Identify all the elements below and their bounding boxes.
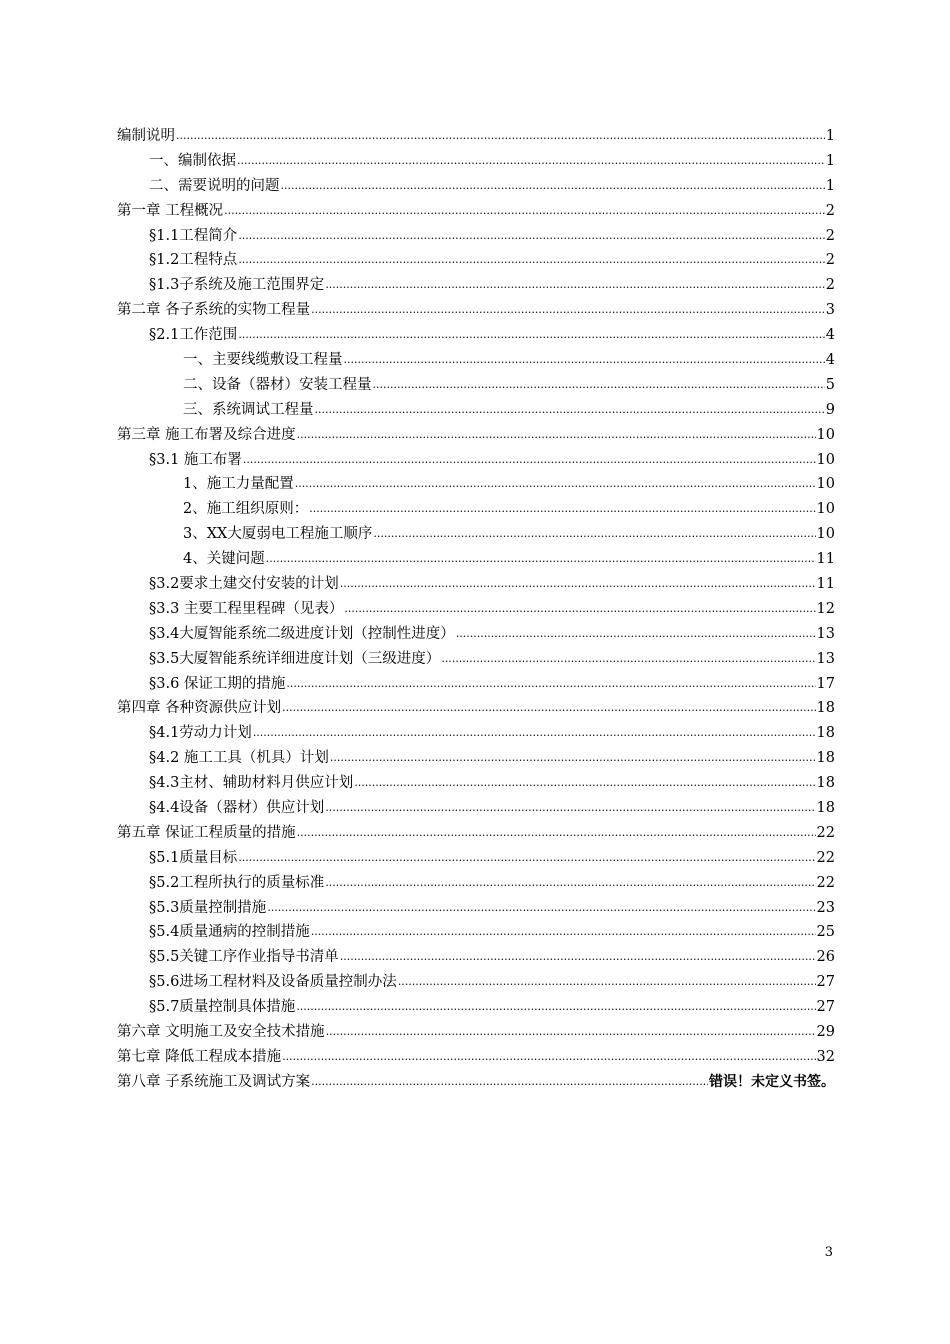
toc-entry[interactable] [117,423,835,448]
toc-entry[interactable] [117,448,835,473]
toc-entry[interactable] [117,970,835,995]
toc-entry[interactable] [117,746,835,771]
toc-entry-page: 22 [816,824,835,841]
toc-entry[interactable] [117,398,835,423]
toc-entry-label: §3.6 保证工期的措施 [149,675,286,692]
toc-entry[interactable] [117,124,835,149]
dot-leader [326,1019,816,1045]
toc-entry-label: 2、施工组织原则： [183,501,309,518]
toc-entry-label: 第六章 文明施工及安全技术措施 [117,1024,325,1041]
toc-entry-page: 1 [825,127,835,144]
toc-entry[interactable] [117,921,835,946]
toc-entry-label: §1.2工程特点 [149,252,238,269]
toc-entry-page: 1 [825,177,835,194]
dot-leader [296,994,815,1020]
dot-leader [373,372,825,398]
toc-entry-label: §5.3质量控制措施 [149,899,267,916]
toc-entry-label: 3、XX大厦弱电工程施工顺序 [183,526,373,543]
toc-entry[interactable] [117,846,835,871]
toc-entry[interactable] [117,199,835,224]
toc-entry-label: §5.7质量控制具体措施 [149,999,296,1016]
toc-entry-page: 12 [816,600,835,617]
dot-leader [311,1069,708,1095]
toc-entry-page: 13 [816,650,835,667]
dot-leader [176,123,825,149]
toc-entry[interactable] [117,945,835,970]
toc-entry-label: §5.1质量目标 [149,849,238,866]
dot-leader [315,397,825,423]
dot-leader [266,546,816,572]
toc-entry[interactable] [117,298,835,323]
toc-entry-page: 10 [816,426,835,443]
toc-entry-page: 18 [816,800,835,817]
toc-entry-page: 25 [816,924,835,941]
toc-entry-page: 17 [816,675,835,692]
toc-entry-label: 第三章 施工布署及综合进度 [117,426,296,443]
toc-entry[interactable] [117,672,835,697]
toc-entry-page: 2 [825,252,835,269]
toc-entry[interactable] [117,696,835,721]
toc-entry-label: §5.4质量通病的控制措施 [149,924,310,941]
toc-entry-label: §5.6进场工程材料及设备质量控制办法 [149,974,397,991]
dot-leader [243,447,816,473]
toc-entry-page: 26 [816,949,835,966]
toc-entry[interactable] [117,1045,835,1070]
dot-leader [456,621,816,647]
toc-entry[interactable] [117,622,835,647]
toc-entry-page: 10 [816,476,835,493]
toc-entry-label: §5.2工程所执行的质量标准 [149,874,325,891]
toc-entry-label: §4.2 施工工具（机具）计划 [149,750,329,767]
toc-entry[interactable] [117,547,835,572]
toc-entry-page: 3 [825,302,835,319]
toc-entry[interactable] [117,647,835,672]
toc-entry-label: 第四章 各种资源供应计划 [117,700,282,717]
toc-entry[interactable] [117,871,835,896]
dot-leader [281,173,825,199]
dot-leader [237,148,825,174]
dot-leader [309,496,815,522]
dot-leader [238,845,815,871]
toc-entry-label: §4.4设备（器材）供应计划 [149,800,325,817]
toc-entry-page: 9 [825,401,835,418]
toc-entry-page: 11 [816,576,835,593]
dot-leader [441,646,815,672]
toc-entry-label: 第五章 保证工程质量的措施 [117,824,296,841]
dot-leader [325,272,824,298]
toc-entry-page: 27 [816,999,835,1016]
toc-entry-label: 二、设备（器材）安装工程量 [183,376,372,393]
toc-entry-page: 18 [816,700,835,717]
toc-entry-page: 13 [816,625,835,642]
toc-entry-page: 2 [825,202,835,219]
dot-leader [224,198,825,224]
dot-leader [398,969,816,995]
toc-entry[interactable] [117,522,835,547]
toc-entry-page: 10 [816,526,835,543]
toc-entry-label: 第七章 降低工程成本措施 [117,1048,282,1065]
toc-entry[interactable] [117,572,835,597]
toc-entry-label: 第八章 子系统施工及调试方案 [117,1073,311,1090]
toc-entry[interactable] [117,821,835,846]
dot-leader [373,521,815,547]
dot-leader [325,795,815,821]
toc-entry-page: 4 [825,327,835,344]
toc-entry-page: 18 [816,750,835,767]
toc-entry-label: 三、系统调试工程量 [183,401,314,418]
toc-entry-label: 第一章 工程概况 [117,202,224,219]
toc-entry[interactable] [117,224,835,249]
toc-entry[interactable] [117,497,835,522]
toc-entry-label: §3.4大厦智能系统二级进度计划（控制性进度） [149,625,455,642]
toc-entry-label: §5.5关键工序作业指导书清单 [149,949,339,966]
toc-entry-page: 2 [825,277,835,294]
toc-entry-page: 18 [816,725,835,742]
toc-entry-label: §4.3主材、辅助材料月供应计划 [149,775,354,792]
dot-leader [311,297,825,323]
toc-entry-label: 一、主要线缆敷设工程量 [183,352,343,368]
toc-entry[interactable] [117,149,835,174]
dot-leader [286,671,815,697]
table-of-contents [117,124,835,1095]
page-number: 3 [824,1245,833,1260]
dot-leader [330,745,816,771]
toc-entry[interactable] [117,472,835,497]
dot-leader [238,223,824,249]
dot-leader [340,944,816,970]
dot-leader [282,1044,815,1070]
toc-entry-label: 二、需要说明的问题 [149,177,280,194]
toc-entry-label: §1.1工程简介 [149,227,238,244]
toc-entry-label: §2.1工作范围 [149,327,238,344]
dot-leader [297,820,816,846]
toc-entry[interactable] [117,174,835,199]
toc-entry[interactable] [117,248,835,273]
toc-entry-label: §4.1劳动力计划 [149,725,252,742]
toc-entry-label: 第二章 各子系统的实物工程量 [117,302,311,319]
toc-entry-label: 1、施工力量配置 [183,476,294,493]
toc-entry-page: 32 [816,1048,835,1065]
dot-leader [282,695,815,721]
toc-entry-page: 22 [816,849,835,866]
toc-entry-page: 1 [825,152,835,169]
dot-leader [325,870,815,896]
toc-entry-label: §1.3子系统及施工范围界定 [149,277,325,294]
toc-entry-label: §3.1 施工布署 [149,451,242,468]
toc-entry[interactable] [117,373,835,398]
toc-entry[interactable] [117,721,835,746]
toc-entry-page: 22 [816,874,835,891]
toc-entry-page: 4 [825,352,835,368]
toc-entry[interactable] [117,995,835,1020]
dot-leader [295,471,816,497]
toc-entry-error-page: 错误！未定义书签。 [709,1073,835,1090]
toc-entry-label: §3.5大厦智能系统详细进度计划（三级进度） [149,650,441,667]
toc-entry-page: 11 [816,551,835,568]
toc-entry-page: 5 [825,376,835,393]
dot-leader [253,720,816,746]
toc-entry[interactable] [117,597,835,622]
dot-leader [267,895,815,921]
toc-entry-label: 4、关键问题 [183,551,265,568]
dot-leader [297,422,816,448]
toc-entry-label: §3.2要求土建交付安装的计划 [149,576,339,593]
dot-leader [340,571,816,597]
toc-entry-page: 2 [825,227,835,244]
toc-entry-page: 10 [816,501,835,518]
toc-entry[interactable] [117,1070,835,1095]
dot-leader [238,322,824,348]
dot-leader [311,919,816,945]
dot-leader [344,596,815,622]
dot-leader [238,247,824,273]
toc-entry[interactable] [117,771,835,796]
toc-entry[interactable] [117,1020,835,1045]
dot-leader [344,347,825,373]
toc-entry-page: 18 [816,775,835,792]
toc-entry-page: 10 [816,451,835,468]
toc-entry-page: 29 [816,1024,835,1041]
toc-entry[interactable] [117,348,835,373]
toc-entry[interactable] [117,273,835,298]
toc-entry-page: 23 [816,899,835,916]
dot-leader [354,770,815,796]
toc-entry-label: §3.3 主要工程里程碑（见表） [149,600,344,617]
toc-entry[interactable] [117,896,835,921]
toc-entry[interactable] [117,796,835,821]
toc-entry[interactable] [117,323,835,348]
toc-entry-page: 27 [816,974,835,991]
toc-entry-label: 编制说明 [117,127,175,144]
toc-entry-label: 一、编制依据 [149,152,236,169]
